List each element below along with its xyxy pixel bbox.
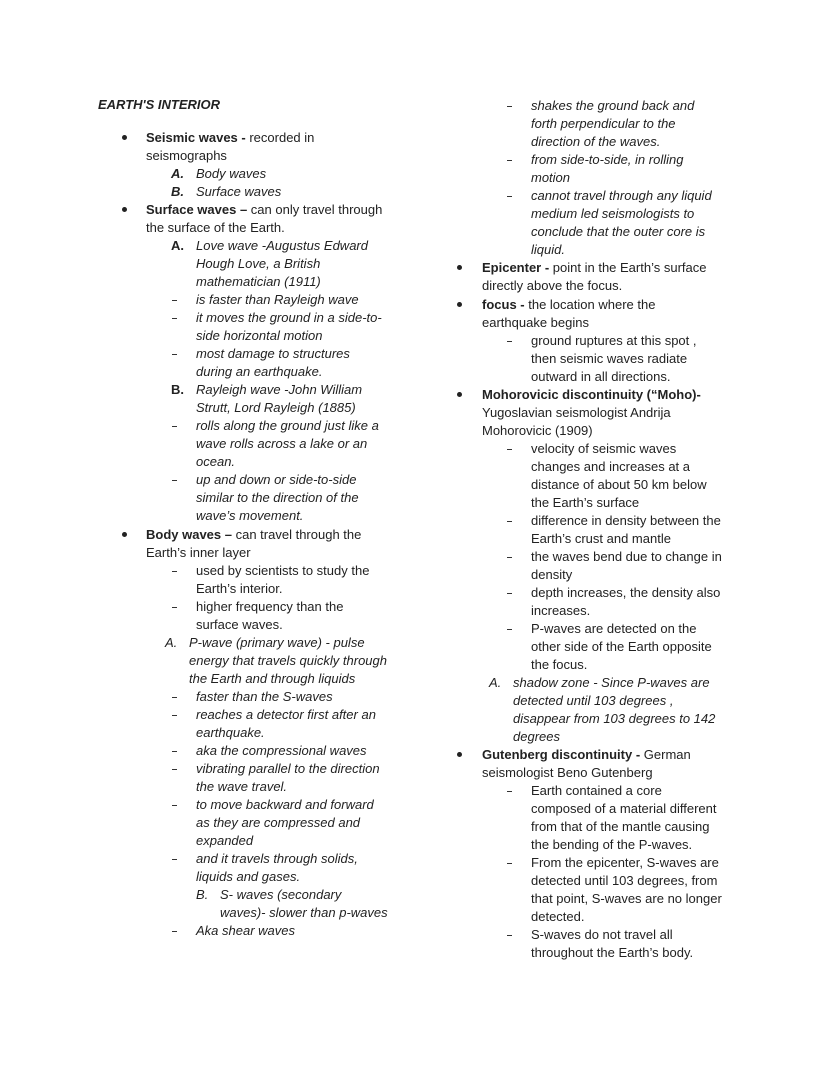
s-wave-detail-line: motion [531,170,571,185]
dash-icon [172,354,177,355]
focus-text: the location where the [524,297,656,312]
gutenberg-detail-line: throughout the Earth’s body. [531,945,694,960]
moho-text: Yugoslavian seismologist Andrija [482,405,671,420]
dash-icon [507,160,512,161]
rayleigh-detail-line: wave rolls across a lake or an [196,436,368,451]
dash-icon [172,931,177,932]
p-wave-line: the Earth and through liquids [189,671,356,686]
moho-detail-line: other side of the Earth opposite [531,639,712,654]
gutenberg-detail-line: the bending of the P-waves. [531,837,693,852]
focus-text-cont: earthquake begins [482,315,589,330]
rayleigh-detail-line: wave’s movement. [196,508,304,523]
love-wave-line: Hough Love, a British [196,256,321,271]
dash-icon [172,318,177,319]
shadow-zone-line: shadow zone - Since P-waves are [513,675,710,690]
seismic-waves-text: recorded in [245,130,315,145]
s-wave-detail-line: conclude that the outer core is [531,224,706,239]
p-wave-detail-line: as they are compressed and [196,815,361,830]
body-waves-item [146,526,361,544]
focus-detail-line: ground ruptures at this spot , [531,333,697,348]
dash-icon [507,629,512,630]
gutenberg-detail-line: detected. [531,909,585,924]
rayleigh-detail-line: similar to the direction of the [196,490,359,505]
body-waves-text-cont: Earth’s inner layer [146,545,251,560]
moho-detail-line: density [531,567,573,582]
list-letter: B. [171,184,184,199]
love-detail-line: during an earthquake. [196,364,323,379]
dash-icon [507,521,512,522]
gutenberg-detail-line: S-waves do not travel all [531,927,673,942]
dash-icon [507,935,512,936]
p-wave-line: P-wave (primary wave) - pulse [189,635,365,650]
seismic-waves-term: Seismic waves - [146,130,246,145]
dash-icon [507,791,512,792]
p-wave-detail-line: aka the compressional waves [196,743,367,758]
bullet-icon [457,302,462,307]
p-wave-detail-line: earthquake. [196,725,265,740]
seismic-waves-text-cont: seismographs [146,148,227,163]
focus-detail-line: then seismic waves radiate [531,351,688,366]
epicenter-text: point in the Earth’s surface [549,260,707,275]
moho-detail-line: the Earth’s surface [531,495,640,510]
s-wave-detail-line: from side-to-side, in rolling [531,152,684,167]
epicenter-term: Epicenter - [482,260,550,275]
moho-detail-line: changes and increases at a [531,459,690,474]
rayleigh-detail-line: rolls along the ground just like a [196,418,379,433]
s-wave-detail-line: cannot travel through any liquid [531,188,712,203]
gutenberg-term: Gutenberg discontinuity - [482,747,641,762]
s-wave-detail-line: liquid. [531,242,565,257]
moho-detail-line: depth increases, the density also [531,585,721,600]
moho-text: Mohorovicic (1909) [482,423,593,438]
moho-detail-line: Earth’s crust and mantle [531,531,671,546]
body-detail-line: surface waves. [196,617,283,632]
dash-icon [507,341,512,342]
love-detail-line: is faster than Rayleigh wave [196,292,359,307]
s-wave-detail-line: direction of the waves. [531,134,661,149]
moho-detail-line: distance of about 50 km below [531,477,707,492]
surface-waves-text-cont: the surface of the Earth. [146,220,285,235]
s-wave-detail-line: forth perpendicular to the [531,116,676,131]
rayleigh-detail-line: ocean. [196,454,236,469]
surface-waves-item [146,201,382,219]
p-wave-detail-line: faster than the S-waves [196,689,333,704]
s-wave-detail-line: medium led seismologists to [531,206,695,221]
body-detail-line: used by scientists to study the [196,563,370,578]
rayleigh-wave-line: Rayleigh wave -John William [196,382,363,397]
p-wave-detail-line: and it travels through solids, [196,851,358,866]
love-detail-line: most damage to structures [196,346,350,361]
moho-detail-line: the focus. [531,657,588,672]
bullet-icon [457,392,462,397]
gutenberg-text: German [640,747,691,762]
dash-icon [507,863,512,864]
list-letter: A. [171,166,184,181]
p-wave-detail-line: expanded [196,833,254,848]
surface-waves-term: Surface waves – [146,202,248,217]
p-wave-detail-line: to move backward and forward [196,797,374,812]
body-waves-term: Body waves – [146,527,232,542]
love-wave-line: mathematician (1911) [196,274,321,289]
focus-item [482,296,655,314]
seismic-type-body: Body waves [196,166,267,181]
gutenberg-detail-line: from that of the mantle causing [531,819,710,834]
gutenberg-detail-line: that point, S-waves are no longer [531,891,722,906]
dash-icon [172,769,177,770]
love-detail-line: it moves the ground in a side-to- [196,310,382,325]
gutenberg-item [482,746,691,764]
dash-icon [172,480,177,481]
moho-term: Mohorovicic discontinuity (“Moho)- [482,387,701,402]
dash-icon [172,715,177,716]
dash-icon [172,859,177,860]
dash-icon [172,805,177,806]
moho-detail-line: velocity of seismic waves [531,441,677,456]
page-title: EARTH'S INTERIOR [98,97,221,112]
rayleigh-wave-line: Strutt, Lord Rayleigh (1885) [196,400,356,415]
dash-icon [172,426,177,427]
dash-icon [172,300,177,301]
s-wave-line: S- waves (secondary [220,887,342,902]
gutenberg-detail-line: composed of a material different [531,801,717,816]
list-letter: B. [171,382,184,397]
seismic-waves-item [146,129,314,147]
bullet-icon [457,752,462,757]
dash-icon [507,196,512,197]
list-letter: A. [171,238,184,253]
focus-detail-line: outward in all directions. [531,369,671,384]
moho-detail-line: the waves bend due to change in [531,549,722,564]
gutenberg-detail-line: detected until 103 degrees, from [531,873,718,888]
body-detail-line: higher frequency than the [196,599,344,614]
focus-term: focus - [482,297,525,312]
gutenberg-text-cont: seismologist Beno Gutenberg [482,765,653,780]
epicenter-item [482,259,706,277]
dash-icon [507,449,512,450]
dash-icon [172,571,177,572]
bullet-icon [457,265,462,270]
bullet-icon [122,532,127,537]
dash-icon [507,557,512,558]
bullet-icon [122,207,127,212]
list-letter: B. [196,887,209,902]
list-letter: A. [165,635,178,650]
love-wave-line: Love wave -Augustus Edward [196,238,368,253]
list-letter: A. [489,675,502,690]
dash-icon [507,593,512,594]
s-wave-detail-line: Aka shear waves [196,923,295,938]
p-wave-line: energy that travels quickly through [189,653,387,668]
dash-icon [172,697,177,698]
moho-detail-line: difference in density between the [531,513,721,528]
dash-icon [172,607,177,608]
gutenberg-detail-line: Earth contained a core [531,783,662,798]
s-wave-line: waves)- slower than p-waves [220,905,388,920]
gutenberg-detail-line: From the epicenter, S-waves are [531,855,719,870]
bullet-icon [122,135,127,140]
dash-icon [172,751,177,752]
seismic-type-surface: Surface waves [196,184,282,199]
shadow-zone-line: detected until 103 degrees , [513,693,674,708]
shadow-zone-line: disappear from 103 degrees to 142 [513,711,716,726]
moho-detail-line: P-waves are detected on the [531,621,697,636]
p-wave-detail-line: liquids and gases. [196,869,301,884]
surface-waves-text: can only travel through [247,202,383,217]
p-wave-detail-line: the wave travel. [196,779,288,794]
body-detail-line: Earth’s interior. [196,581,283,596]
body-waves-text: can travel through the [232,527,362,542]
love-detail-line: side horizontal motion [196,328,323,343]
s-wave-detail-line: shakes the ground back and [531,98,695,113]
epicenter-text-cont: directly above the focus. [482,278,623,293]
p-wave-detail-line: reaches a detector first after an [196,707,376,722]
dash-icon [507,106,512,107]
p-wave-detail-line: vibrating parallel to the direction [196,761,380,776]
moho-detail-line: increases. [531,603,591,618]
shadow-zone-line: degrees [513,729,560,744]
rayleigh-detail-line: up and down or side-to-side [196,472,357,487]
